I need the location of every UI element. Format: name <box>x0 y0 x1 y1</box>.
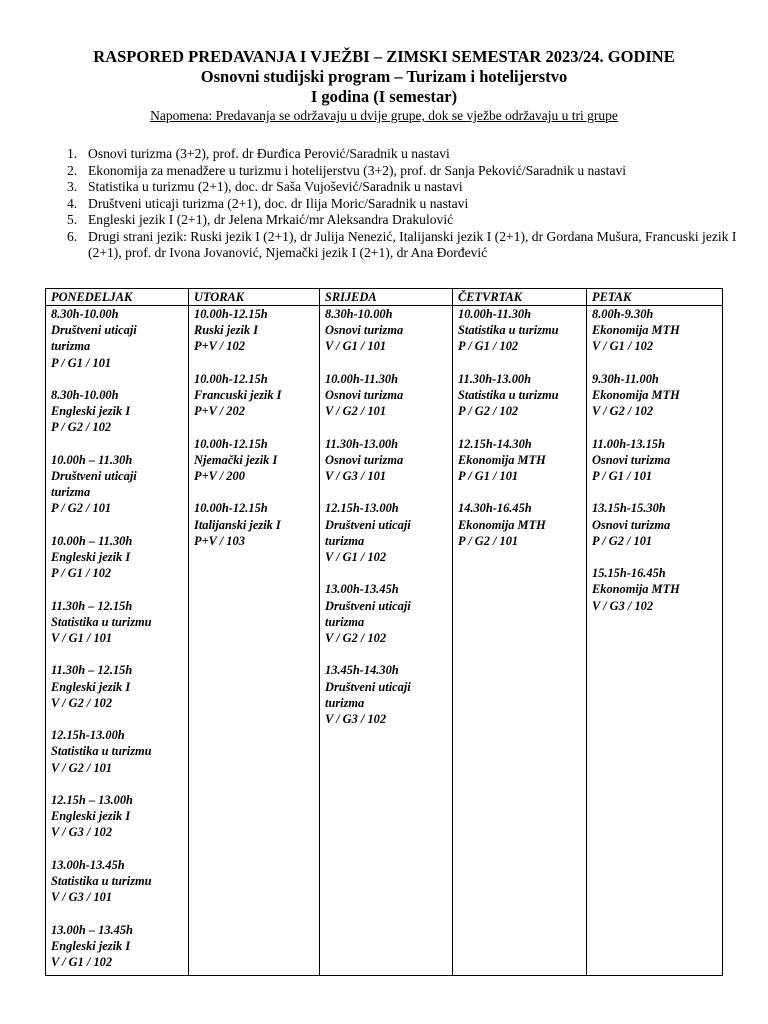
entry-time: 8.30h-10.00h <box>51 307 119 321</box>
entry-subject: Osnovi turizma <box>592 517 671 532</box>
course-number: 6. <box>67 228 78 244</box>
tuesday-column <box>189 306 320 976</box>
entry-time: 11.30h-13.00h <box>458 371 531 386</box>
schedule-entry <box>458 500 581 549</box>
schedule-entry <box>325 306 447 355</box>
day-header-tuesday: UTORAK <box>189 289 320 306</box>
course-number: 3. <box>67 179 78 194</box>
thursday-column <box>453 306 587 976</box>
course-item <box>67 163 737 180</box>
entry-time: 10.00h-12.15h <box>194 307 268 321</box>
entry-group-room: P / G2 / 102 <box>51 420 112 435</box>
entry-time: 10.00h – 11.30h <box>51 533 133 548</box>
entry-time: 10.00h-11.30h <box>325 371 398 386</box>
schedule-entry <box>458 306 581 355</box>
study-year: I godina (I semestar) <box>310 87 458 106</box>
entry-group-room: V / G3 / 102 <box>325 712 387 726</box>
entry-group-room: P / G2 / 102 <box>458 404 519 419</box>
entry-time: 8.30h-10.00h <box>51 388 119 402</box>
schedule-entry <box>325 371 447 420</box>
schedule-entry <box>194 306 314 355</box>
entry-group-room: V / G3 / 101 <box>325 469 387 483</box>
course-item <box>67 229 737 262</box>
course-text: Drugi strani jezik: Ruski jezik I (2+1), dr Julija Nenezić, Italijanski jezik I (2+1), dr Gordana Mušura, Francuski jezik I (2+1), prof. dr Ivona Jovanović, Njemački jezik I (2+1), dr Ana Đorđević <box>88 228 737 260</box>
entry-time: 8.30h-10.00h <box>325 307 393 321</box>
entry-subject: Engleski jezik I <box>51 679 131 694</box>
document-title: RASPORED PREDAVANJA I VJEŽBI – ZIMSKI SEMESTAR 2023/24. GODINE <box>93 47 675 66</box>
entry-time: 8.00h-9.30h <box>592 307 654 321</box>
entry-time: 11.30h – 12.15h <box>51 598 133 613</box>
entry-subject: Italijanski jezik I <box>194 517 281 532</box>
schedule-entry <box>51 662 183 711</box>
entry-group-room: V / G3 / 102 <box>592 598 654 613</box>
entry-time: 11.30h – 12.15h <box>51 663 133 678</box>
entry-subject: Ekonomija MTH <box>458 452 546 467</box>
entry-subject: Ekonomija MTH <box>592 388 680 402</box>
schedule-entry <box>458 371 581 420</box>
schedule-entry <box>325 662 447 727</box>
entry-subject: turizma <box>325 533 365 548</box>
entry-subject: turizma <box>325 695 365 710</box>
schedule-entry <box>592 500 717 549</box>
entry-time: 13.00h-13.45h <box>325 582 399 597</box>
entry-time: 12.15h-13.00h <box>51 728 125 743</box>
note: Napomena: Predavanja se održavaju u dvije grupe, dok se vježbe održavaju u tri grupe <box>150 108 618 123</box>
course-text: Osnovi turizma (3+2), prof. dr Đurđica Perović/Saradnik u nastavi <box>88 146 450 161</box>
entry-group-room: P+V / 200 <box>194 469 245 483</box>
schedule-entry <box>51 533 183 582</box>
entry-subject: Statistika u turizmu <box>458 323 559 338</box>
schedule-entry <box>51 792 183 841</box>
course-number: 1. <box>67 146 78 161</box>
entry-group-room: V / G1 / 102 <box>325 550 387 564</box>
entry-time: 10.00h-11.30h <box>458 307 531 321</box>
entry-subject: Francuski jezik I <box>194 388 282 402</box>
entry-subject: Društveni uticaji <box>325 679 411 694</box>
schedule-entry <box>458 436 581 485</box>
schedule-entry <box>194 500 314 549</box>
course-text: Društveni uticaji turizma (2+1), doc. dr Ilija Moric/Saradnik u nastavi <box>88 195 469 211</box>
entry-subject: Statistika u turizmu <box>51 744 152 759</box>
entry-subject: Ruski jezik I <box>194 323 259 338</box>
entry-time: 12.15h – 13.00h <box>51 792 133 807</box>
schedule-entry <box>51 598 183 647</box>
course-text: Ekonomija za menadžere u turizmu i hotelijerstvu (3+2), prof. dr Sanja Peković/Saradnik u nastavi <box>88 162 627 178</box>
schedule-entry <box>51 306 183 371</box>
entry-time: 13.45h-14.30h <box>325 663 399 678</box>
entry-group-room: P / G1 / 101 <box>592 469 653 483</box>
entry-group-room: P / G2 / 101 <box>51 501 112 516</box>
schedule-row <box>46 306 723 976</box>
schedule-entry <box>325 436 447 485</box>
entry-subject: Njemački jezik I <box>194 452 278 467</box>
course-number: 5. <box>67 212 78 227</box>
day-header-wednesday: SRIJEDA <box>320 289 453 306</box>
entry-group-room: V / G1 / 102 <box>592 339 654 354</box>
entry-group-room: V / G2 / 102 <box>51 695 113 710</box>
entry-group-room: V / G3 / 102 <box>51 825 113 840</box>
entry-time: 13.00h-13.45h <box>51 857 125 872</box>
entry-subject: Osnovi turizma <box>325 388 404 402</box>
entry-subject: Engleski jezik I <box>51 938 131 953</box>
day-header-monday: PONEDELJAK <box>46 289 189 306</box>
entry-subject: Osnovi turizma <box>325 452 404 467</box>
entry-group-room: P+V / 202 <box>194 404 245 419</box>
course-item <box>67 212 737 229</box>
program-name: Osnovni studijski program – Turizam i hotelijerstvo <box>200 67 568 86</box>
schedule-entry <box>51 857 183 906</box>
entry-subject: Ekonomija MTH <box>592 582 680 597</box>
entry-group-room: P / G2 / 101 <box>592 533 653 548</box>
schedule-entry <box>592 306 717 355</box>
entry-time: 12.15h-13.00h <box>325 501 399 516</box>
entry-group-room: P / G1 / 101 <box>458 469 519 483</box>
entry-subject: Engleski jezik I <box>51 404 131 419</box>
day-header-friday: PETAK <box>587 289 723 306</box>
entry-group-room: P+V / 102 <box>194 339 245 354</box>
entry-subject: Društveni uticaji <box>51 323 137 338</box>
schedule-entry <box>194 371 314 420</box>
schedule-entry <box>592 436 717 485</box>
schedule-entry <box>592 565 717 614</box>
entry-group-room: V / G2 / 101 <box>51 760 113 775</box>
course-item <box>67 179 737 196</box>
schedule-entry <box>51 727 183 776</box>
schedule-entry <box>325 581 447 646</box>
entry-subject: Ekonomija MTH <box>458 517 546 532</box>
entry-subject: Engleski jezik I <box>51 809 131 824</box>
course-item <box>67 146 737 163</box>
entry-subject: Statistika u turizmu <box>51 614 152 629</box>
course-list <box>67 146 737 262</box>
friday-column <box>587 306 723 976</box>
entry-time: 10.00h-12.15h <box>194 501 268 516</box>
entry-time: 11.30h-13.00h <box>325 436 398 451</box>
entry-time: 9.30h-11.00h <box>592 371 659 386</box>
entry-subject: Osnovi turizma <box>325 323 404 338</box>
course-number: 4. <box>67 195 78 211</box>
course-text: Statistika u turizmu (2+1), doc. dr Saša Vujošević/Saradnik u nastavi <box>88 179 463 194</box>
entry-group-room: P / G1 / 102 <box>51 566 112 581</box>
entry-group-room: V / G1 / 102 <box>51 954 113 969</box>
schedule-entry <box>51 387 183 436</box>
schedule-entry <box>325 500 447 565</box>
entry-subject: Engleski jezik I <box>51 550 131 564</box>
schedule-entry <box>51 452 183 517</box>
entry-group-room: V / G3 / 101 <box>51 890 113 905</box>
entry-subject: Osnovi turizma <box>592 452 671 467</box>
entry-group-room: V / G1 / 101 <box>51 631 113 645</box>
entry-group-room: P / G1 / 101 <box>51 355 112 370</box>
course-item <box>67 196 737 213</box>
wednesday-column <box>320 306 453 976</box>
entry-subject: Društveni uticaji <box>325 598 411 613</box>
entry-group-room: P / G1 / 102 <box>458 339 519 354</box>
monday-column <box>46 306 189 976</box>
day-header-row <box>46 289 723 306</box>
course-number: 2. <box>67 162 78 178</box>
entry-subject: turizma <box>51 485 91 500</box>
day-header-thursday: ČETVRTAK <box>453 289 587 306</box>
entry-subject: turizma <box>325 614 365 629</box>
entry-subject: Društveni uticaji <box>325 517 411 532</box>
entry-group-room: V / G1 / 101 <box>325 339 387 354</box>
entry-subject: Društveni uticaji <box>51 469 137 483</box>
entry-group-room: P+V / 103 <box>194 533 245 548</box>
entry-time: 14.30h-16.45h <box>458 501 532 516</box>
entry-time: 10.00h – 11.30h <box>51 452 133 467</box>
entry-subject: turizma <box>51 339 91 354</box>
entry-time: 15.15h-16.45h <box>592 566 666 581</box>
entry-subject: Statistika u turizmu <box>458 388 559 402</box>
entry-time: 13.00h – 13.45h <box>51 922 133 937</box>
document-header <box>0 47 768 125</box>
entry-time: 12.15h-14.30h <box>458 436 532 451</box>
entry-subject: Ekonomija MTH <box>592 323 680 338</box>
entry-time: 11.00h-13.15h <box>592 436 665 451</box>
entry-time: 10.00h-12.15h <box>194 371 268 386</box>
entry-subject: Statistika u turizmu <box>51 873 152 888</box>
course-text: Engleski jezik I (2+1), dr Jelena Mrkaić/mr Aleksandra Drakulović <box>88 212 454 227</box>
entry-group-room: V / G2 / 102 <box>592 404 654 419</box>
schedule-entry <box>592 371 717 420</box>
entry-time: 13.15h-15.30h <box>592 501 666 516</box>
entry-group-room: V / G2 / 102 <box>325 631 387 645</box>
entry-group-room: V / G2 / 101 <box>325 404 387 419</box>
entry-group-room: P / G2 / 101 <box>458 533 519 548</box>
schedule-entry <box>194 436 314 485</box>
schedule-entry <box>51 922 183 971</box>
schedule-table <box>45 288 723 976</box>
entry-time: 10.00h-12.15h <box>194 436 268 451</box>
